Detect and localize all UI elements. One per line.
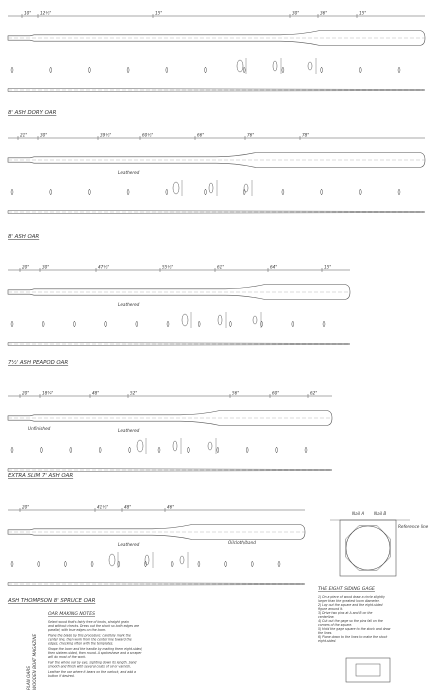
note-line: Fair the whole oar by eye, sighting down its length. Sand (48, 660, 137, 665)
section-glyph (158, 447, 160, 453)
dimension-label: 48" (92, 390, 100, 396)
section-glyph (70, 447, 72, 453)
note-line: will do most of the work. (48, 655, 87, 659)
note-line: Shape the loom and the handle by making them eight-sided, (48, 647, 143, 651)
dimension-label: 64" (270, 264, 278, 270)
section-glyph (292, 321, 294, 327)
note-line: parallel, with true edges on the loom. (48, 628, 107, 632)
leather-label: Leathered (118, 302, 140, 307)
dimension-label: 52" (130, 390, 138, 396)
section-glyph (198, 321, 200, 327)
oar-drawing (8, 265, 350, 367)
section-glyph (187, 447, 189, 453)
oar-title: 8' ASH OAR (8, 234, 40, 240)
oar-making-notes (47, 611, 142, 678)
blade-section (109, 554, 115, 566)
section-glyph (171, 561, 173, 567)
note-line: Plane the blade by this procedure: carefully mark the (48, 633, 131, 638)
dimension-label: 15" (324, 264, 332, 270)
dimension-label: 76" (247, 132, 255, 138)
oar-drawing (8, 391, 332, 480)
oar-drawing (8, 133, 425, 241)
dimension-label: 15" (155, 10, 163, 16)
dimension-label: 30" (292, 10, 300, 16)
gage-step-line: 1) On a piece of wood draw a circle slightly (318, 595, 385, 599)
blade-section (173, 182, 179, 194)
section-glyph (73, 321, 75, 327)
leather-label: Leathered (118, 428, 140, 433)
section-glyph (278, 561, 280, 567)
section-glyph (246, 447, 248, 453)
gage-step-line: 5) Hold the gage square to the stock and draw (318, 627, 391, 631)
section-glyph (42, 321, 44, 327)
dimension-label: 48" (124, 504, 132, 510)
section-glyph (276, 447, 278, 453)
dimension-label: 18¾" (42, 390, 54, 396)
blade-section (218, 315, 222, 325)
title-stamp (26, 633, 37, 690)
section-glyph (229, 321, 231, 327)
section-glyph (198, 561, 200, 567)
dimension-label: 60" (272, 390, 280, 396)
gage-circle (346, 526, 390, 570)
gage-tool-sketch (346, 658, 390, 682)
section-glyph (167, 321, 169, 327)
section-glyph (251, 561, 253, 567)
dimension-label: 61" (217, 264, 225, 270)
gage-step-line: figure around it. (318, 607, 344, 611)
gage-octagon (346, 526, 390, 570)
gage-square (340, 520, 396, 576)
dimension-label: 66" (197, 132, 205, 138)
dimension-label: 21" (20, 132, 28, 138)
dimension-label: 47½" (98, 264, 110, 270)
blade-section (173, 441, 177, 451)
gage-step-line: eight-sided. (318, 639, 337, 643)
section-glyph (127, 67, 129, 73)
section-glyph (205, 189, 207, 195)
dimension-label: 39½" (100, 132, 112, 138)
note-line: then sixteen-sided, then round. A spokeshave and a scraper (48, 651, 142, 655)
dimension-label: 46" (167, 504, 175, 510)
notes-title: OAR MAKING NOTES (48, 612, 96, 617)
blade-section (273, 61, 277, 71)
note-line: and without checks. Dress out the stock so both edges are (48, 624, 140, 628)
gage-step-line: the lines. (318, 631, 333, 635)
section-glyph (88, 67, 90, 73)
section-glyph (11, 561, 13, 567)
gage-step-line: 4) Cut out the gage so the pins fall on the (318, 619, 383, 623)
section-glyph (323, 321, 325, 327)
blade-section (145, 555, 149, 565)
section-glyph (217, 447, 219, 453)
section-glyph (11, 447, 13, 453)
dimension-label: 12½" (40, 10, 52, 16)
blade-section (253, 316, 257, 324)
oar-drawing (7, 505, 305, 605)
section-glyph (166, 189, 168, 195)
section-glyph (64, 561, 66, 567)
extra-label: Oilcloth/band (228, 540, 256, 545)
nail-a-label: Nail A (352, 511, 365, 516)
section-glyph (225, 561, 227, 567)
dimension-label: 41½" (97, 504, 109, 510)
section-glyph (398, 189, 400, 195)
dimension-label: 30" (42, 264, 50, 270)
section-glyph (359, 189, 361, 195)
dimension-label: 78" (302, 132, 310, 138)
oar-title: 8' ASH DORY OAR (8, 110, 57, 116)
eight-siding-gage (318, 511, 429, 695)
section-glyph (11, 321, 13, 327)
blade-section (209, 183, 213, 193)
blade-section (308, 62, 312, 70)
gage-step-line: 3) Drive two pins at A and B on the (318, 611, 373, 615)
section-glyph (40, 447, 42, 453)
gage-step-line: 6) Plane down to the lines to make the stock (318, 635, 388, 639)
section-glyph (205, 67, 207, 73)
dimension-label: 36" (320, 10, 328, 16)
dimension-label: 55½" (162, 264, 174, 270)
note-line: button if desired. (48, 674, 75, 678)
section-glyph (127, 189, 129, 195)
note-line: Select wood that's fairly free of knots, straight grain (48, 620, 129, 624)
leather-label: Leathered (118, 542, 140, 547)
section-glyph (136, 321, 138, 327)
gage-step-line: larger than the greatest loom diameter. (318, 599, 380, 603)
blade-section (244, 184, 248, 192)
oar-title: ASH THOMPSON 8' SPRUCE OAR (8, 598, 96, 604)
section-glyph (88, 189, 90, 195)
section-glyph (38, 561, 40, 567)
section-glyph (129, 447, 131, 453)
blade-section (237, 60, 243, 72)
section-glyph (11, 189, 13, 195)
section-glyph (91, 561, 93, 567)
section-glyph (50, 189, 52, 195)
extra-label: Unfinished (28, 426, 51, 431)
note-line: edges, checking often with the templates. (48, 641, 114, 646)
dimension-label: 30" (40, 132, 48, 138)
stamp-line: WOODEN BOAT MAGAZINE (32, 633, 37, 690)
section-glyph (99, 447, 101, 453)
gage-step-line: corners of the square. (318, 623, 353, 627)
gage-step-line: centerline. (318, 615, 335, 619)
dimension-label: 10" (24, 10, 32, 16)
gage-title: THE EIGHT SIDING GAGE (318, 587, 375, 592)
section-glyph (321, 67, 323, 73)
dimension-label: 20" (22, 390, 30, 396)
section-glyph (398, 67, 400, 73)
section-glyph (282, 189, 284, 195)
note-line: Leather the oar where it bears on the oarlock, and add a (48, 670, 136, 674)
blade-section (182, 314, 188, 326)
nail-b-label: Nail B (374, 511, 387, 516)
section-glyph (243, 67, 245, 73)
section-glyph (50, 67, 52, 73)
dimension-label: 20" (22, 504, 30, 510)
dimension-label: 62" (310, 390, 318, 396)
blade-section (180, 556, 184, 564)
dimension-label: 60½" (142, 132, 154, 138)
note-line: smooth and finish with several coats of oil or varnish. (48, 664, 131, 669)
section-glyph (321, 189, 323, 195)
gage-step-line: 2) Lay out the square and the eight-sided (318, 603, 383, 607)
section-glyph (166, 67, 168, 73)
gage-tool-notch (356, 664, 380, 676)
dimension-label: 20" (22, 264, 30, 270)
leather-label: Leathered (118, 170, 140, 175)
note-line: center line, then work from the center line toward the (48, 637, 132, 642)
reference-line-label: Reference line (398, 524, 429, 529)
section-glyph (305, 447, 307, 453)
stamp-line: PLAN OARS (26, 666, 31, 690)
section-glyph (11, 67, 13, 73)
dimension-label: 56" (232, 390, 240, 396)
blade-section (137, 440, 143, 452)
section-glyph (282, 67, 284, 73)
oar-title: 7½' ASH PEAPOD OAR (8, 360, 69, 366)
section-glyph (105, 321, 107, 327)
dimension-label: 15" (359, 10, 367, 16)
blade-section (208, 442, 212, 450)
oar-title: EXTRA SLIM 7' ASH OAR (8, 473, 74, 479)
section-glyph (359, 67, 361, 73)
stamp-text (26, 633, 37, 690)
oar-drawing (8, 11, 425, 117)
